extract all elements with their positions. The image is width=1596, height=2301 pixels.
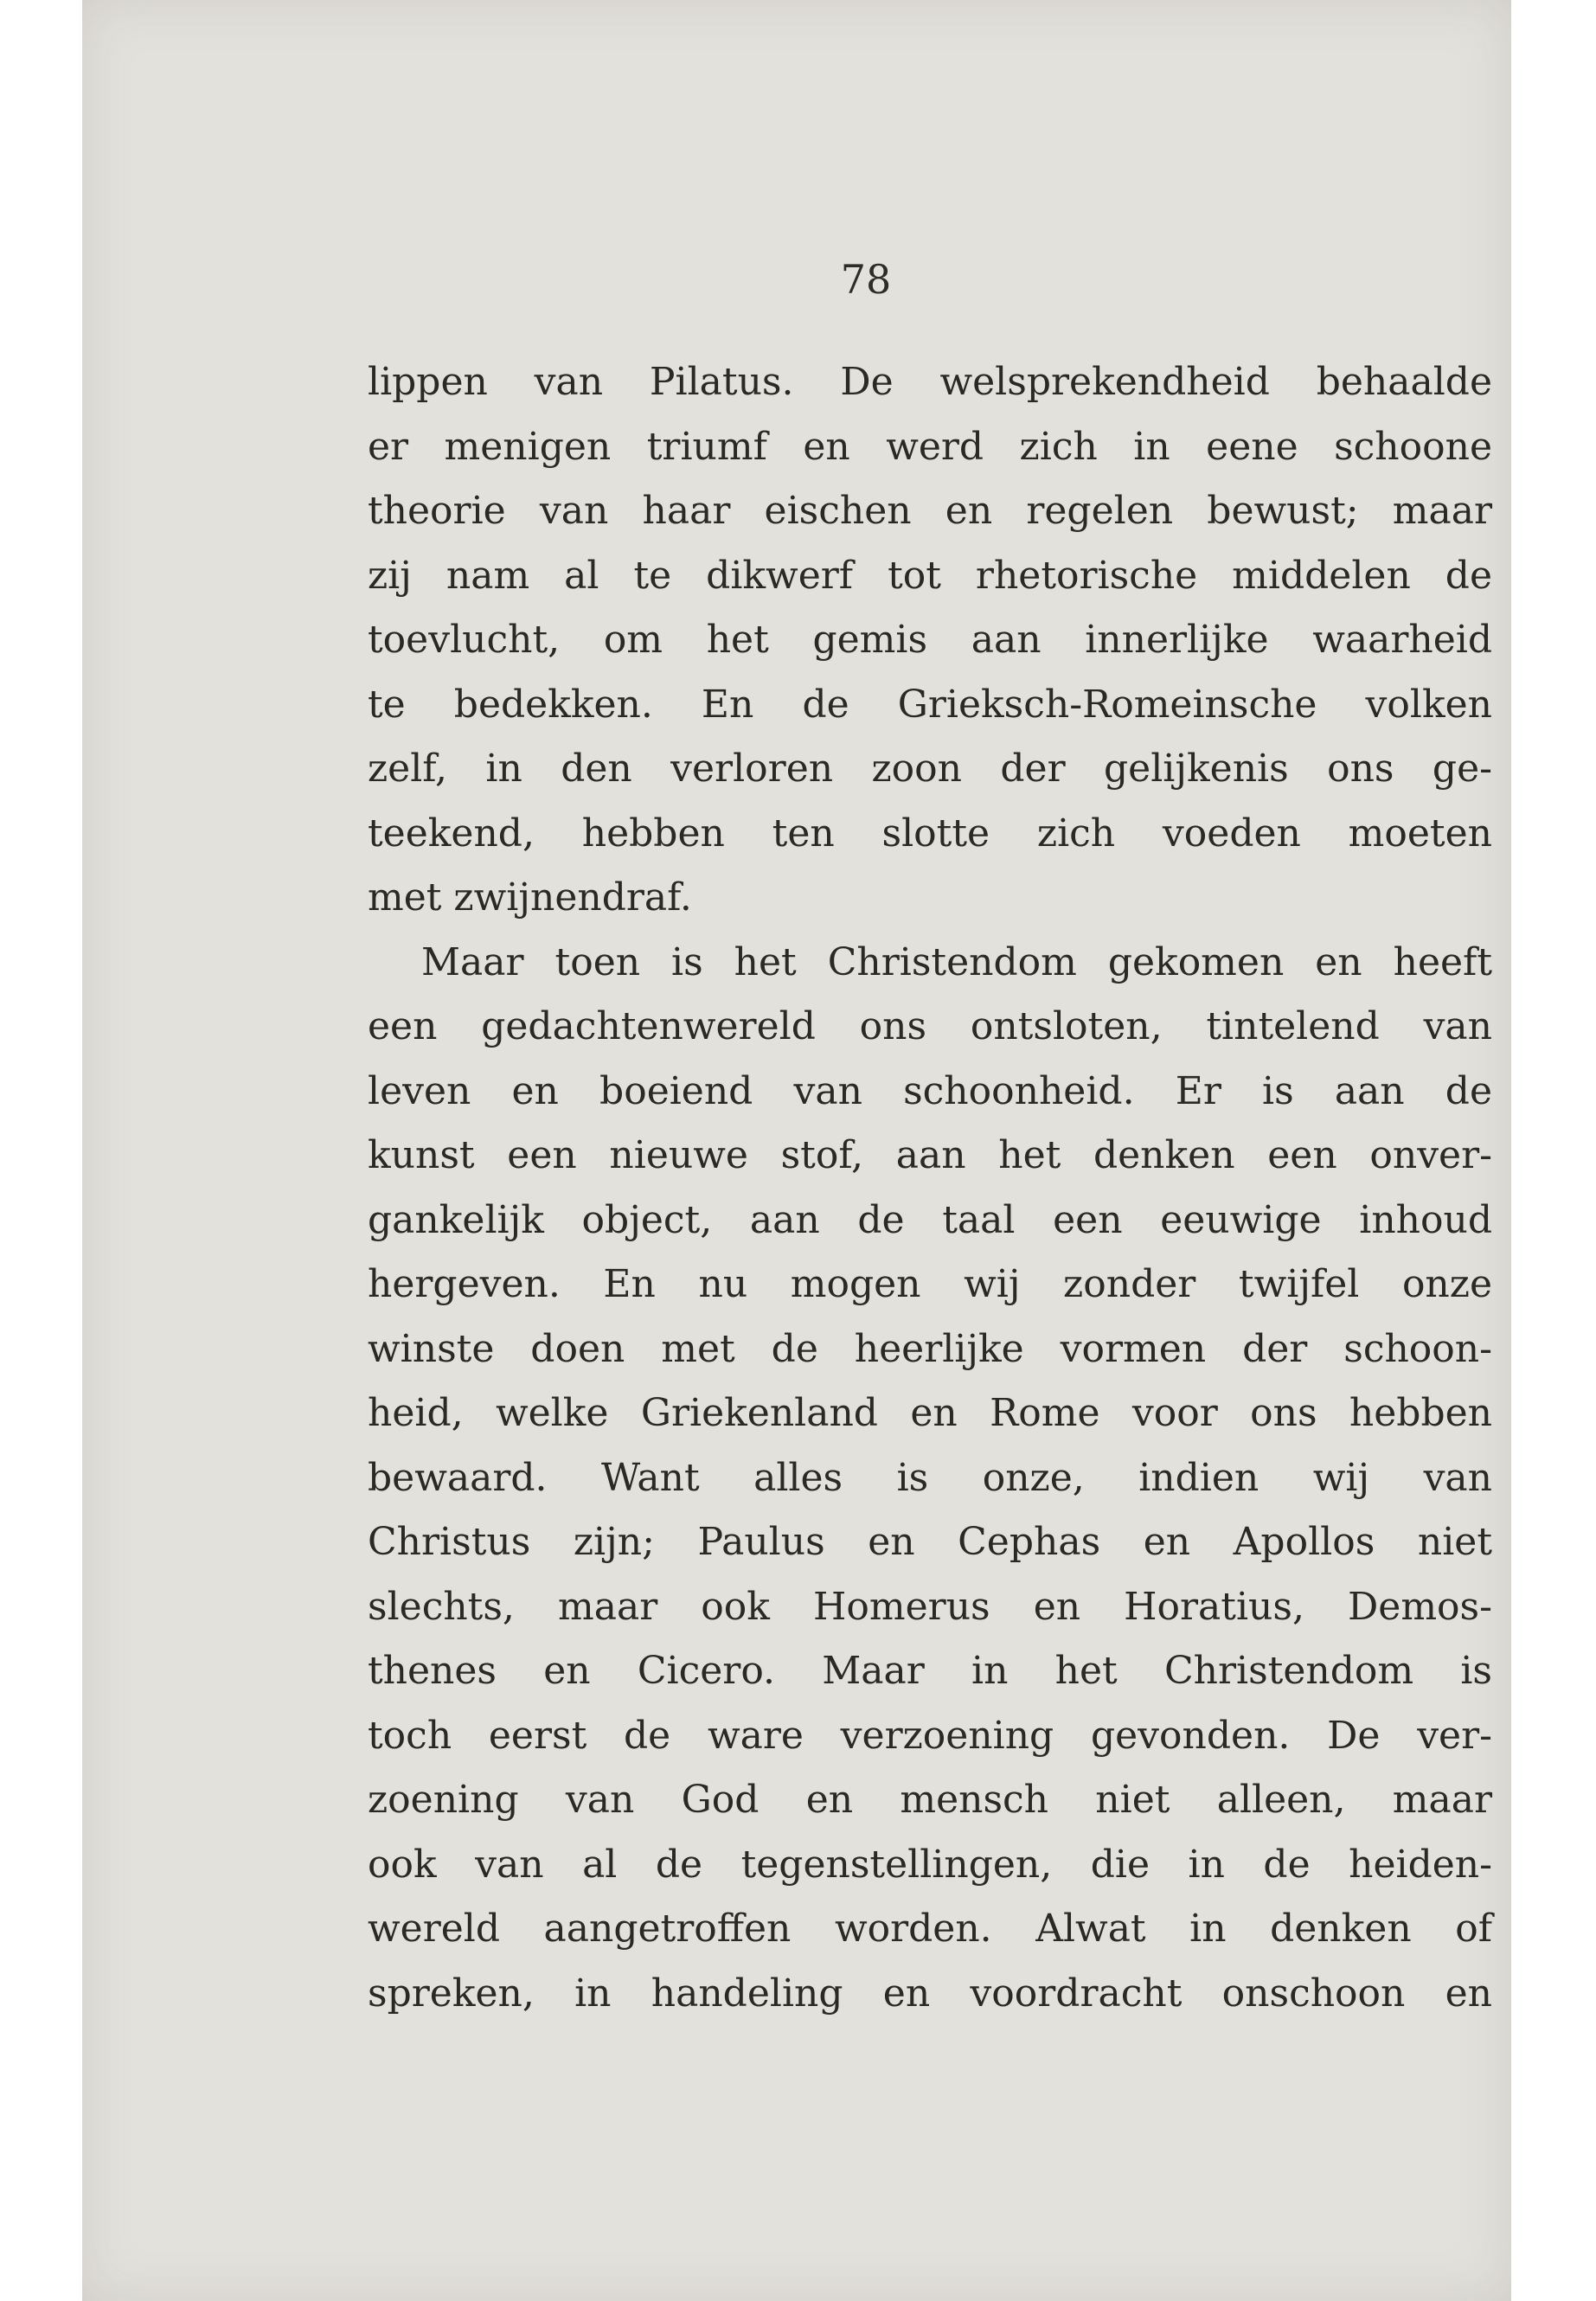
text-line: kunst een nieuwe stof, aan het denken een onver- [368, 1133, 1492, 1177]
text-line: zij nam al te dikwerf tot rhetorische middelen de [368, 553, 1492, 598]
text-line: een gedachtenwereld ons ontsloten, tintelend van [368, 1004, 1492, 1048]
page-number: 78 [840, 256, 892, 303]
text-line: wereld aangetroffen worden. Alwat in denken of [368, 1907, 1492, 1951]
text-line: gankelijk object, aan de taal een eeuwige inhoud [368, 1197, 1492, 1242]
text-line: winste doen met de heerlijke vormen der schoon- [368, 1326, 1492, 1371]
text-line: thenes en Cicero. Maar in het Christendom is [368, 1649, 1492, 1693]
text-line: zelf, in den verloren zoon der gelijkenis ons ge- [368, 747, 1492, 791]
text-line: teekend, hebben ten slotte zich voeden moeten [368, 811, 1492, 856]
text-line: Maar toen is het Christendom gekomen en heeft [421, 939, 1492, 984]
text-line: ook van al de tegenstellingen, die in de heiden- [368, 1842, 1492, 1887]
text-line: er menigen triumf en werd zich in eene schoone [368, 424, 1492, 469]
text-line: leven en boeiend van schoonheid. Er is aan de [368, 1068, 1492, 1113]
text-line: toevlucht, om het gemis aan innerlijke waarheid [368, 618, 1492, 662]
body-text [368, 350, 1492, 2026]
text-line: hergeven. En nu mogen wij zonder twijfel onze [368, 1262, 1492, 1306]
text-line: bewaard. Want alles is onze, indien wij van [368, 1455, 1492, 1500]
text-line: slechts, maar ook Homerus en Horatius, Demos- [368, 1584, 1492, 1629]
text-line: met zwijnendraf. [368, 875, 692, 920]
text-line: lippen van Pilatus. De welsprekendheid behaalde [368, 360, 1492, 404]
text-line: heid, welke Griekenland en Rome voor ons hebben [368, 1391, 1492, 1435]
text-line: te bedekken. En de Grieksch-Romeinsche volken [368, 682, 1492, 727]
text-line: toch eerst de ware verzoening gevonden. De ver- [368, 1713, 1492, 1758]
book-page [82, 0, 1511, 2301]
text-line: theorie van haar eischen en regelen bewust; maar [368, 489, 1492, 533]
text-line: Christus zijn; Paulus en Cephas en Apollos niet [368, 1520, 1492, 1564]
text-line: spreken, in handeling en voordracht onschoon en [368, 1971, 1492, 2016]
text-line: zoening van God en mensch niet alleen, maar [368, 1778, 1492, 1822]
